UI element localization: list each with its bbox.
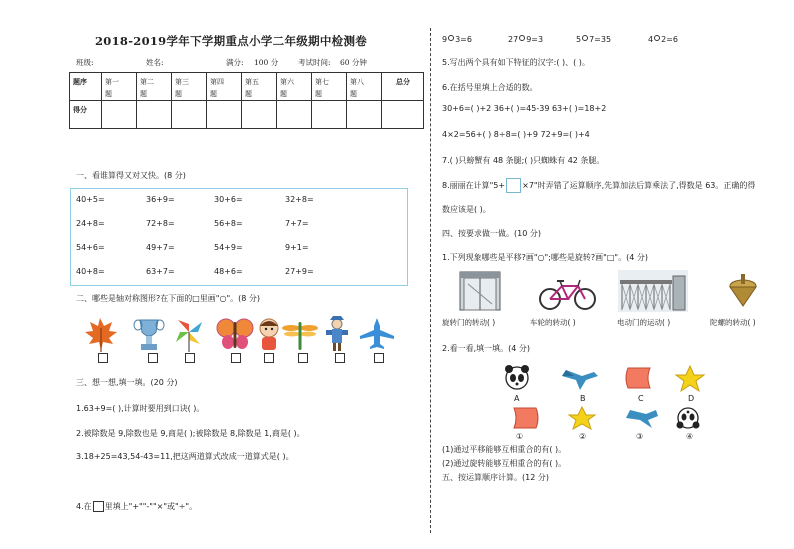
page-divider bbox=[430, 28, 431, 533]
calc-1-1: 40+5= bbox=[76, 195, 105, 204]
calc-2-4: 7+7= bbox=[285, 219, 309, 228]
calc-2-3: 56+8= bbox=[214, 219, 243, 228]
operator-circle-icon bbox=[448, 35, 454, 41]
star-icon bbox=[569, 407, 595, 429]
operator-circle-icon bbox=[519, 35, 525, 41]
q5: 5.写出两个具有如下特征的汉字:( )、( )。 bbox=[442, 58, 590, 67]
answer-box-4[interactable] bbox=[231, 353, 241, 363]
bird-icon bbox=[562, 370, 598, 390]
blank-box-icon bbox=[506, 178, 521, 193]
score-col-3: 第三 题 bbox=[172, 73, 207, 101]
panda-icon bbox=[677, 408, 700, 429]
score-input-2[interactable] bbox=[137, 101, 172, 129]
score-col-1: 第一 题 bbox=[102, 73, 137, 101]
calc-1-3: 30+6= bbox=[214, 195, 243, 204]
calc-4-2: 63+7= bbox=[146, 267, 175, 276]
flag-icon bbox=[514, 408, 538, 428]
caption-bicycle: 车轮的转动( ) bbox=[530, 318, 576, 327]
scarecrow-icon bbox=[326, 316, 348, 351]
shapes-bottom-row bbox=[506, 406, 716, 430]
section4-q1: 1.下列现象哪些是平移?画"○";哪些是旋转?画"□"。(4 分) bbox=[442, 253, 648, 262]
calc-3-1: 54+6= bbox=[76, 243, 105, 252]
score-input-4[interactable] bbox=[207, 101, 242, 129]
shapes-top-row bbox=[500, 364, 720, 394]
score-row-header bbox=[70, 73, 424, 101]
section3-q2: 2.被除数是 9,除数也是 9,商是( );被除数是 8,除数是 1,商是( )。 bbox=[76, 429, 305, 438]
score-col-total: 总分 bbox=[382, 73, 424, 101]
score-input-3[interactable] bbox=[172, 101, 207, 129]
section3-q3: 3.18+25=43,54-43=11,把这两道算式改成一道算式是( )。 bbox=[76, 452, 294, 461]
full-score-value: 100 分 bbox=[254, 58, 279, 67]
answer-box-6[interactable] bbox=[298, 353, 308, 363]
label-a: A bbox=[514, 394, 520, 403]
motion-photos bbox=[458, 270, 778, 312]
section3-q1: 1.63+9=( ),计算时要用到口诀( )。 bbox=[76, 404, 205, 413]
score-row-values bbox=[70, 101, 424, 129]
pinwheel-icon bbox=[176, 320, 202, 352]
calc-3-2: 49+7= bbox=[146, 243, 175, 252]
section1-heading: 一、看谁算得又对又快。(8 分) bbox=[76, 171, 186, 180]
trophy-icon bbox=[134, 320, 164, 350]
score-input-5[interactable] bbox=[242, 101, 277, 129]
section2-heading: 二、哪些是轴对称图形?在下面的□里画"○"。(8 分) bbox=[76, 294, 261, 303]
time-value: 60 分钟 bbox=[340, 58, 367, 67]
bird-icon bbox=[626, 410, 658, 428]
caption-electric-gate: 电动门的运动( ) bbox=[617, 318, 671, 327]
caption-revolving-door: 旋转门的转动( ) bbox=[442, 318, 496, 327]
label-3: ③ bbox=[636, 432, 644, 441]
operator-box-icon bbox=[93, 501, 104, 512]
score-col-2: 第二 题 bbox=[137, 73, 172, 101]
calc-4-4: 27+9= bbox=[285, 267, 314, 276]
time-label: 考试时间: bbox=[298, 58, 331, 67]
caption-spinning-top: 陀螺的转动( ) bbox=[710, 318, 756, 327]
score-table bbox=[69, 72, 424, 129]
symmetry-figures bbox=[82, 316, 402, 354]
q6: 6.在括号里填上合适的数。 bbox=[442, 83, 538, 92]
score-input-7[interactable] bbox=[312, 101, 347, 129]
section4-heading: 四、按要求做一做。(10 分) bbox=[442, 229, 541, 238]
q6-line2: 4×2=56+( ) 8÷8=( )+9 72+9=( )+4 bbox=[442, 130, 590, 139]
star-icon bbox=[676, 366, 704, 391]
answer-box-1[interactable] bbox=[98, 353, 108, 363]
section5-heading: 五、按运算顺序计算。(12 分) bbox=[442, 473, 549, 482]
q6-line1: 30+6=( )+2 36+( )=45-39 63+( )=18+2 bbox=[442, 104, 607, 113]
label-4: ④ bbox=[686, 432, 694, 441]
label-c: C bbox=[638, 394, 644, 403]
q8-continued: 数应该是( )。 bbox=[442, 205, 491, 214]
calc-1-2: 36+9= bbox=[146, 195, 175, 204]
electric-gate-icon bbox=[618, 270, 688, 312]
flag-icon bbox=[626, 368, 650, 388]
name-label: 姓名: bbox=[146, 58, 164, 67]
answer-box-5[interactable] bbox=[264, 353, 274, 363]
answer-box-2[interactable] bbox=[148, 353, 158, 363]
calc-1-4: 32+8= bbox=[285, 195, 314, 204]
doll-icon bbox=[260, 319, 278, 350]
score-cell-label: 得分 bbox=[70, 101, 102, 129]
r1-item-1: 9 3=6 bbox=[442, 35, 472, 44]
panda-icon bbox=[505, 365, 529, 389]
calc-3-3: 54+9= bbox=[214, 243, 243, 252]
fill-rotation: (2)通过旋转能够互相重合的有( )。 bbox=[442, 459, 567, 468]
q7: 7.( )只螃蟹有 48 条腿;( )只蜘蛛有 42 条腿。 bbox=[442, 156, 605, 165]
r1-item-3: 5 7=35 bbox=[576, 35, 612, 44]
score-input-6[interactable] bbox=[277, 101, 312, 129]
q8: 8.丽丽在计算"5+ ×7"时弄错了运算顺序,先算加法后算乘法了,得数是 63。正确的得 bbox=[442, 178, 755, 193]
score-cell-header: 题序 bbox=[70, 73, 102, 101]
score-input-total[interactable] bbox=[382, 101, 424, 129]
label-1: ① bbox=[516, 432, 524, 441]
calc-4-3: 48+6= bbox=[214, 267, 243, 276]
section4-q2: 2.看一看,填一填。(4 分) bbox=[442, 344, 531, 353]
score-col-5: 第五 题 bbox=[242, 73, 277, 101]
revolving-door-icon bbox=[460, 272, 500, 310]
fill-translation: (1)通过平移能够互相重合的有( )。 bbox=[442, 445, 567, 454]
r1-item-2: 27 9=3 bbox=[508, 35, 544, 44]
score-input-8[interactable] bbox=[347, 101, 382, 129]
full-score-label: 满分: bbox=[226, 58, 244, 67]
calc-3-4: 9+1= bbox=[285, 243, 309, 252]
airplane-icon bbox=[360, 318, 394, 349]
dragonfly-icon bbox=[282, 322, 318, 350]
section3-q4: 4.在 里填上"+""-""×"或"÷"。 bbox=[76, 502, 198, 511]
class-label: 班级: bbox=[76, 58, 94, 67]
score-input-1[interactable] bbox=[102, 101, 137, 129]
score-col-4: 第四 题 bbox=[207, 73, 242, 101]
score-col-7: 第七 题 bbox=[312, 73, 347, 101]
bicycle-icon bbox=[540, 280, 595, 309]
section3-heading: 三、想一想,填一填。(20 分) bbox=[76, 378, 178, 387]
calc-4-1: 40+8= bbox=[76, 267, 105, 276]
calc-2-1: 24+8= bbox=[76, 219, 105, 228]
spinning-top-icon bbox=[730, 274, 756, 306]
label-b: B bbox=[580, 394, 586, 403]
answer-box-8[interactable] bbox=[374, 353, 384, 363]
r1-item-4: 4 2=6 bbox=[648, 35, 678, 44]
operator-circle-icon bbox=[582, 35, 588, 41]
operator-circle-icon bbox=[654, 35, 660, 41]
page-title: 2018-2019学年下学期重点小学二年级期中检测卷 bbox=[95, 34, 368, 48]
label-2: ② bbox=[579, 432, 587, 441]
label-d: D bbox=[688, 394, 695, 403]
calc-2-2: 72+8= bbox=[146, 219, 175, 228]
answer-box-3[interactable] bbox=[185, 353, 195, 363]
answer-box-7[interactable] bbox=[335, 353, 345, 363]
score-col-6: 第六 题 bbox=[277, 73, 312, 101]
leaf-icon bbox=[85, 318, 117, 352]
butterfly-icon bbox=[217, 319, 253, 349]
score-col-8: 第八 题 bbox=[347, 73, 382, 101]
